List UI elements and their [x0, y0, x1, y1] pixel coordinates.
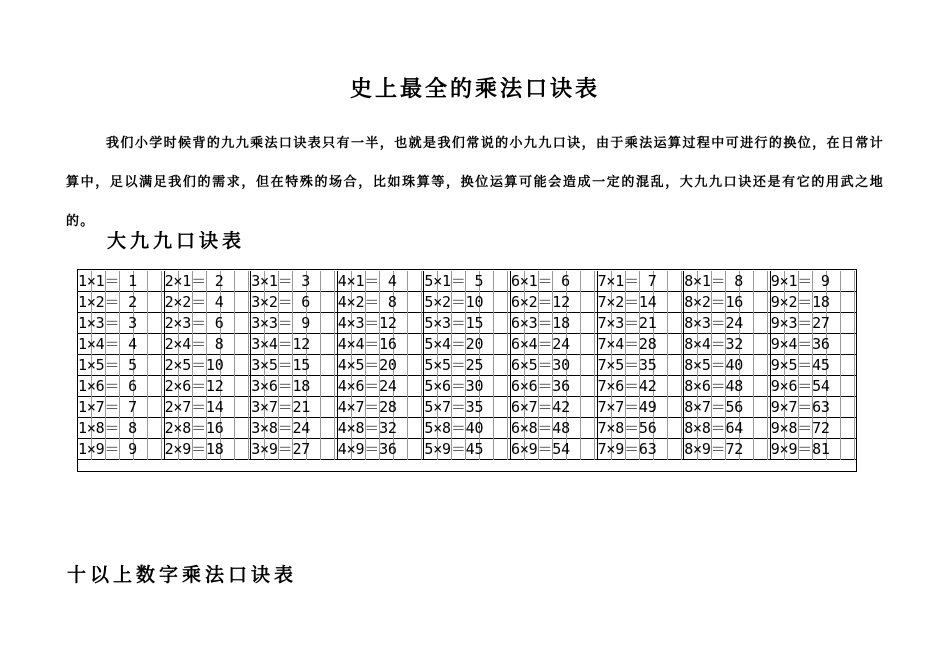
- table-cell: 3×8＝24: [251, 418, 338, 439]
- intro-paragraph: 我们小学时候背的九九乘法口诀表只有一半，也就是我们常说的小九九口诀，由于乘法运算过程中可进行的换位，在日常计算中，足以满足我们的需求，但在特殊的场合，比如珠算等，换位运算可能会造成一定的混乱，大九九口诀还是有它的用武之地的。: [66, 136, 884, 229]
- table-cell: 4×4＝16: [338, 334, 425, 355]
- table-cell: 8×8＝64: [684, 418, 771, 439]
- table-cell: 7×3＝21: [598, 313, 685, 334]
- table-cell: 7×5＝35: [598, 355, 685, 376]
- table-cell: 8×6＝48: [684, 376, 771, 397]
- table-cell: 8×9＝72: [684, 439, 771, 460]
- table-cell: 9×9＝81: [771, 439, 856, 460]
- table-cell: 2×4＝ 8: [165, 334, 252, 355]
- table-cell: 2×7＝14: [165, 397, 252, 418]
- table-cell: 5×9＝45: [424, 439, 511, 460]
- table-cell: 5×4＝20: [424, 334, 511, 355]
- table-cell: 9×4＝36: [771, 334, 856, 355]
- table-cell: 1×4＝ 4: [78, 334, 165, 355]
- table-cell: 5×3＝15: [424, 313, 511, 334]
- table-cell: 6×2＝12: [511, 292, 598, 313]
- table-cell: 3×4＝12: [251, 334, 338, 355]
- table-row: [78, 397, 856, 418]
- table-cell: 8×2＝16: [684, 292, 771, 313]
- table-cell: 9×2＝18: [771, 292, 856, 313]
- table-cell: 7×1＝ 7: [598, 271, 685, 292]
- table-cell: 7×7＝49: [598, 397, 685, 418]
- table-cell: 8×1＝ 8: [684, 271, 771, 292]
- table-cell: 8×3＝24: [684, 313, 771, 334]
- table-cell: 2×8＝16: [165, 418, 252, 439]
- table-cell: 6×7＝42: [511, 397, 598, 418]
- table-cell: 7×4＝28: [598, 334, 685, 355]
- table-cell: 2×3＝ 6: [165, 313, 252, 334]
- section-heading-big-nine: 大九九口诀表: [107, 230, 246, 252]
- table-cell: 6×1＝ 6: [511, 271, 598, 292]
- table-row: [78, 376, 856, 397]
- table-cell: 4×3＝12: [338, 313, 425, 334]
- table-cell: 3×1＝ 3: [251, 271, 338, 292]
- table-cell: 4×2＝ 8: [338, 292, 425, 313]
- table-cell: 6×4＝24: [511, 334, 598, 355]
- table-cell: 5×5＝25: [424, 355, 511, 376]
- table-cell: 1×6＝ 6: [78, 376, 165, 397]
- table-cell: 4×8＝32: [338, 418, 425, 439]
- table-cell: 5×8＝40: [424, 418, 511, 439]
- table-cell: 7×8＝56: [598, 418, 685, 439]
- table-cell: 7×9＝63: [598, 439, 685, 460]
- table-cell: 1×2＝ 2: [78, 292, 165, 313]
- table-cell: 1×8＝ 8: [78, 418, 165, 439]
- table-cell: 7×6＝42: [598, 376, 685, 397]
- table-cell: 3×5＝15: [251, 355, 338, 376]
- section-heading-above-ten: 十以上数字乘法口诀表: [67, 564, 298, 586]
- table-cell: 6×3＝18: [511, 313, 598, 334]
- table-cell: 9×6＝54: [771, 376, 856, 397]
- table-cell: 1×7＝ 7: [78, 397, 165, 418]
- table-row: [78, 334, 856, 355]
- table-cell: 1×1＝ 1: [78, 271, 165, 292]
- table-cell: 3×9＝27: [251, 439, 338, 460]
- table-cell: 4×5＝20: [338, 355, 425, 376]
- table-row: [78, 418, 856, 439]
- table-cell: 6×8＝48: [511, 418, 598, 439]
- table-cell: 1×9＝ 9: [78, 439, 165, 460]
- table-row: [78, 439, 856, 460]
- table-cell: 5×2＝10: [424, 292, 511, 313]
- table-row: [78, 292, 856, 313]
- table-cell: 6×5＝30: [511, 355, 598, 376]
- table-cell: 4×7＝28: [338, 397, 425, 418]
- table-cell: 2×1＝ 2: [165, 271, 252, 292]
- table-cell: 9×3＝27: [771, 313, 856, 334]
- table-cell: 2×9＝18: [165, 439, 252, 460]
- table-cell: 6×9＝54: [511, 439, 598, 460]
- table-row: [78, 271, 856, 292]
- table-cell: 9×5＝45: [771, 355, 856, 376]
- table-cell: 3×3＝ 9: [251, 313, 338, 334]
- table-cell: 9×1＝ 9: [771, 271, 856, 292]
- table-cell: 6×6＝36: [511, 376, 598, 397]
- table-cell: 2×5＝10: [165, 355, 252, 376]
- table-cell: 1×3＝ 3: [78, 313, 165, 334]
- table-row: [78, 355, 856, 376]
- table-cell: 1×5＝ 5: [78, 355, 165, 376]
- table-cell: 2×6＝12: [165, 376, 252, 397]
- table-cell: 3×2＝ 6: [251, 292, 338, 313]
- table-cell: 4×1＝ 4: [338, 271, 425, 292]
- multiplication-table: [77, 269, 857, 472]
- table-cell: 4×9＝36: [338, 439, 425, 460]
- table-cell: 3×7＝21: [251, 397, 338, 418]
- table-cell: 8×5＝40: [684, 355, 771, 376]
- table-cell: 2×2＝ 4: [165, 292, 252, 313]
- table-cell: 3×6＝18: [251, 376, 338, 397]
- table-cell: 5×7＝35: [424, 397, 511, 418]
- table-cell: 8×4＝32: [684, 334, 771, 355]
- table-cell: 9×8＝72: [771, 418, 856, 439]
- table-cell: 5×1＝ 5: [424, 271, 511, 292]
- page-title: 史上最全的乘法口诀表: [349, 76, 600, 102]
- table-cell: 9×7＝63: [771, 397, 856, 418]
- table-cell: 4×6＝24: [338, 376, 425, 397]
- table-cell: 8×7＝56: [684, 397, 771, 418]
- table-row: [78, 313, 856, 334]
- table-cell: 7×2＝14: [598, 292, 685, 313]
- table-cell: 5×6＝30: [424, 376, 511, 397]
